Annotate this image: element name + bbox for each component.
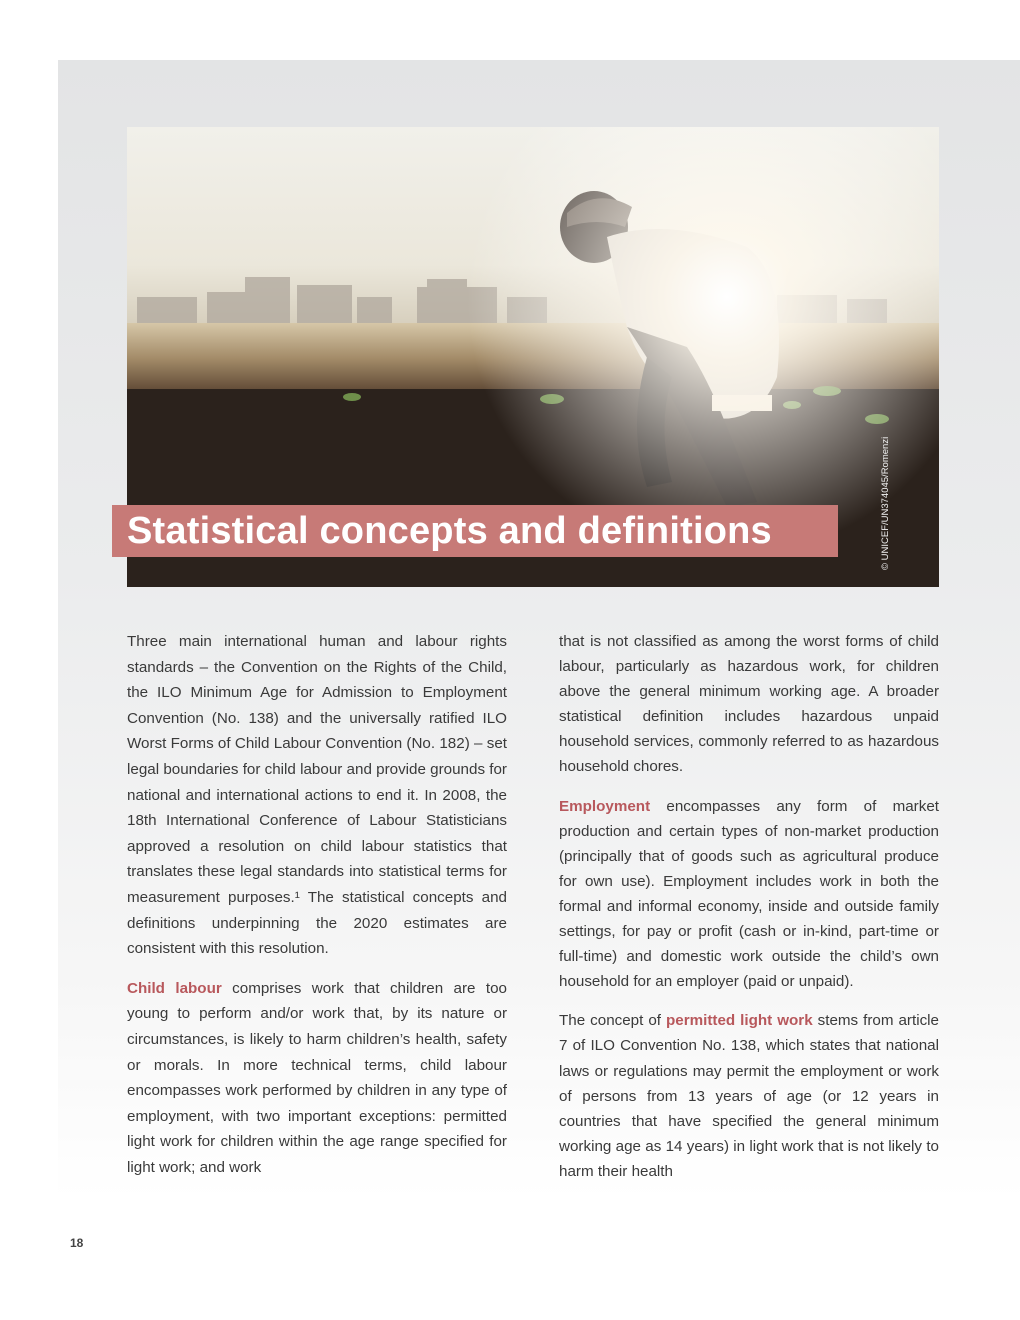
- section-title-box: [112, 505, 838, 557]
- continuation-paragraph: that is not classified as among the worst forms of child labour, particularly as hazardous work, for children above the general minimum working age. A broader statistical definition includes hazardous unpaid household services, commonly referred to as hazardous household chores.: [559, 633, 939, 776]
- intro-paragraph: Three main international human and labour rights standards – the Convention on the Rights of the Child, the ILO Minimum Age for Admission to Employment Convention (No. 138) and the universally ratified ILO Worst Forms of Child Labour Convention (No. 182) – set legal boundaries for child labour and provide grounds for national and international actions to end it. In 2008, the 18th International Conference of Labour Statisticians approved a resolution on child labour statistics that translates these legal standards into statistical terms for measurement purposes.¹ The statistical concepts and definitions underpinning the 2020 estimates are consistent with this resolution.: [127, 633, 507, 958]
- child-labour-definition: comprises work that children are too young to perform and/or work that, by its nature or circumstances, is likely to harm children’s health, safety or morals. In more technical terms, child labour encompasses work performed by children in any type of employment, with two important exceptions: permitted light work for children within the age range specified for light work; and work: [127, 979, 507, 1176]
- employment-term: Employment: [559, 797, 651, 815]
- right-text-column: [559, 629, 939, 1198]
- photo-credit: © UNICEF/UN374045/Romenzi: [880, 436, 891, 570]
- child-labour-term: Child labour: [127, 979, 222, 997]
- page-title: Statistical concepts and definitions: [127, 510, 772, 552]
- light-work-definition: stems from article 7 of ILO Convention No. 138, which states that national laws or regulations may permit the employment or work of persons from 13 years of age (or 12 years in countries that have specified the general minimum working age as 14 years) in light work that is not likely to harm their health: [559, 1012, 939, 1180]
- light-work-paragraph: [559, 1008, 939, 1184]
- permitted-light-work-term: permitted light work: [665, 1012, 813, 1030]
- employment-paragraph: [559, 794, 939, 995]
- light-work-intro: The concept of: [559, 1012, 666, 1030]
- left-text-column: [127, 629, 507, 1194]
- page-number: 18: [70, 1236, 84, 1250]
- child-labour-paragraph: [127, 976, 507, 1181]
- employment-definition: encompasses any form of market production and certain types of non-market production (principally that of goods such as agricultural produce for own use). Employment includes work in both the formal and informal economy, inside and outside family settings, for pay or profit (cash or in-kind, part-time or full-time) and domestic work outside the child’s own household for an employer (paid or unpaid).: [559, 797, 939, 991]
